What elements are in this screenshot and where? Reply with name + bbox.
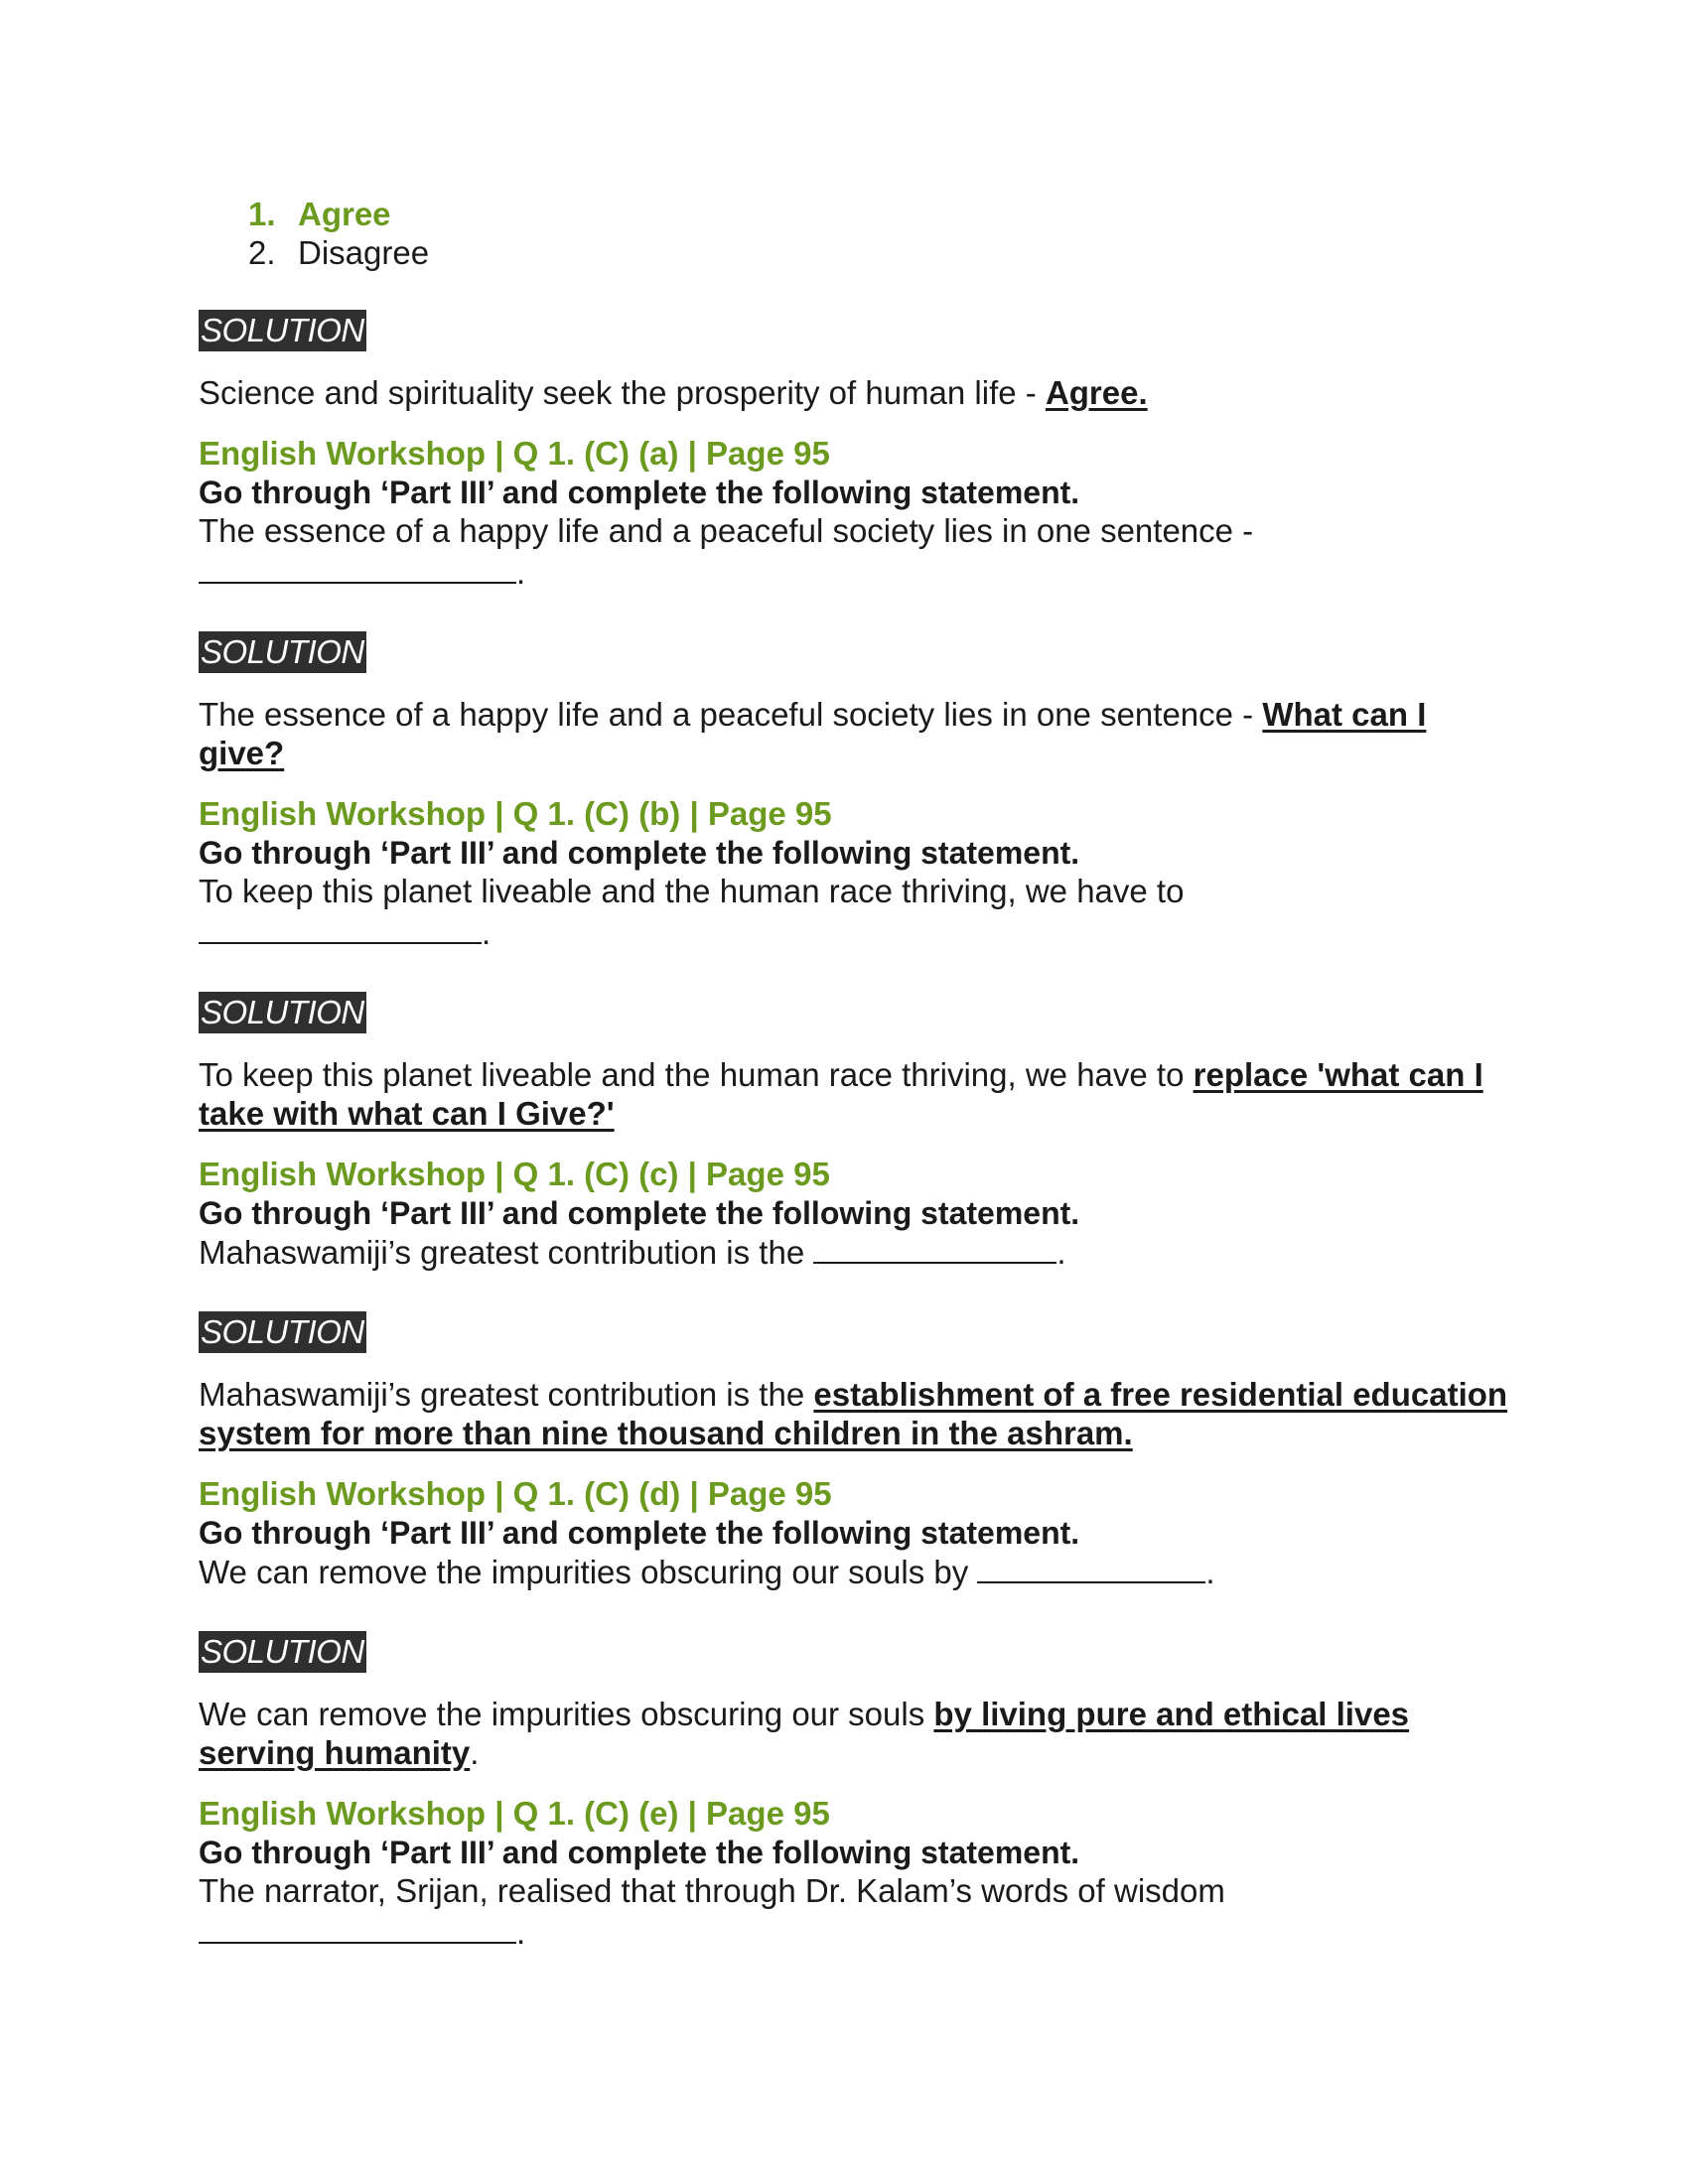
solution-answer xyxy=(199,1695,1509,1772)
blank-suffix: . xyxy=(1056,1234,1066,1271)
question-block xyxy=(199,794,1509,1133)
question-instruction: Go through ‘Part III’ and complete the following statement. xyxy=(199,1195,1080,1231)
solution-answer xyxy=(199,373,1509,412)
solution-highlight: Agree. xyxy=(1045,374,1148,411)
blank-suffix: . xyxy=(516,1914,526,1951)
solution-highlight: What can I give? xyxy=(199,696,1427,771)
answer-blank xyxy=(199,912,1509,952)
question-block xyxy=(199,1474,1509,1772)
option-disagree xyxy=(199,233,1509,272)
option-label: Disagree xyxy=(298,234,430,271)
solution-highlight: by living pure and ethical lives serving humanity xyxy=(199,1696,1410,1771)
question-block xyxy=(199,1155,1509,1452)
question-instruction: Go through ‘Part III’ and complete the following statement. xyxy=(199,1835,1080,1870)
question-instruction: Go through ‘Part III’ and complete the following statement. xyxy=(199,475,1080,510)
solution-answer xyxy=(199,1055,1509,1133)
question-heading: English Workshop | Q 1. (C) (b) | Page 95 xyxy=(199,795,832,832)
question-text xyxy=(199,1552,1509,1591)
page-content xyxy=(199,195,1509,1952)
answer-options xyxy=(199,195,1509,272)
question-heading: English Workshop | Q 1. (C) (d) | Page 95 xyxy=(199,1475,832,1512)
blank-line xyxy=(977,1552,1205,1583)
solution-text: The essence of a happy life and a peaceful society lies in one sentence - xyxy=(199,696,1263,733)
question-text: The narrator, Srijan, realised that through Dr. Kalam’s words of wisdom xyxy=(199,1872,1225,1909)
solution-text: Science and spirituality seek the prosperity of human life - xyxy=(199,374,1046,411)
solution-label: SOLUTION xyxy=(199,1311,366,1353)
option-label: Agree xyxy=(298,196,391,232)
solution-text: To keep this planet liveable and the human race thriving, we have to xyxy=(199,1056,1194,1093)
solution-end: . xyxy=(470,1734,480,1771)
solution-highlight: establishment of a free residential education system for more than nine thousand children in the ashram. xyxy=(199,1376,1508,1451)
solution-answer xyxy=(199,1375,1509,1452)
solution-text: Mahaswamiji’s greatest contribution is the xyxy=(199,1376,814,1413)
question-instruction: Go through ‘Part III’ and complete the following statement. xyxy=(199,1515,1080,1551)
option-number: 2. xyxy=(248,234,276,271)
solution-label: SOLUTION xyxy=(199,1631,366,1673)
question-heading: English Workshop | Q 1. (C) (c) | Page 95 xyxy=(199,1156,830,1192)
blank-line xyxy=(813,1232,1056,1264)
solution-answer xyxy=(199,695,1509,772)
solution-label: SOLUTION xyxy=(199,310,366,351)
blank-suffix: . xyxy=(1205,1554,1215,1590)
blank-line xyxy=(199,552,516,584)
solution-highlight: replace 'what can I take with what can I Give?' xyxy=(199,1056,1483,1132)
solution-label: SOLUTION xyxy=(199,992,366,1033)
solution-label: SOLUTION xyxy=(199,631,366,673)
blank-suffix: . xyxy=(482,914,492,951)
blank-line xyxy=(199,912,482,944)
question-text: To keep this planet liveable and the human race thriving, we have to xyxy=(199,873,1185,909)
option-agree xyxy=(199,195,1509,233)
question-block xyxy=(199,1794,1509,1952)
answer-blank xyxy=(199,1912,1509,1952)
question-text: The essence of a happy life and a peaceful society lies in one sentence - xyxy=(199,512,1254,549)
question-heading: English Workshop | Q 1. (C) (a) | Page 95 xyxy=(199,435,830,472)
question-text-body: We can remove the impurities obscuring our souls by xyxy=(199,1554,969,1590)
question-text xyxy=(199,1232,1509,1272)
question-block xyxy=(199,434,1509,772)
question-instruction: Go through ‘Part III’ and complete the following statement. xyxy=(199,835,1080,871)
option-number: 1. xyxy=(248,196,276,232)
blank-suffix: . xyxy=(516,554,526,591)
solution-text: We can remove the impurities obscuring our souls xyxy=(199,1696,934,1732)
blank-line xyxy=(199,1912,516,1944)
answer-blank xyxy=(199,552,1509,592)
question-heading: English Workshop | Q 1. (C) (e) | Page 95 xyxy=(199,1795,830,1832)
question-text-body: Mahaswamiji’s greatest contribution is the xyxy=(199,1234,805,1271)
